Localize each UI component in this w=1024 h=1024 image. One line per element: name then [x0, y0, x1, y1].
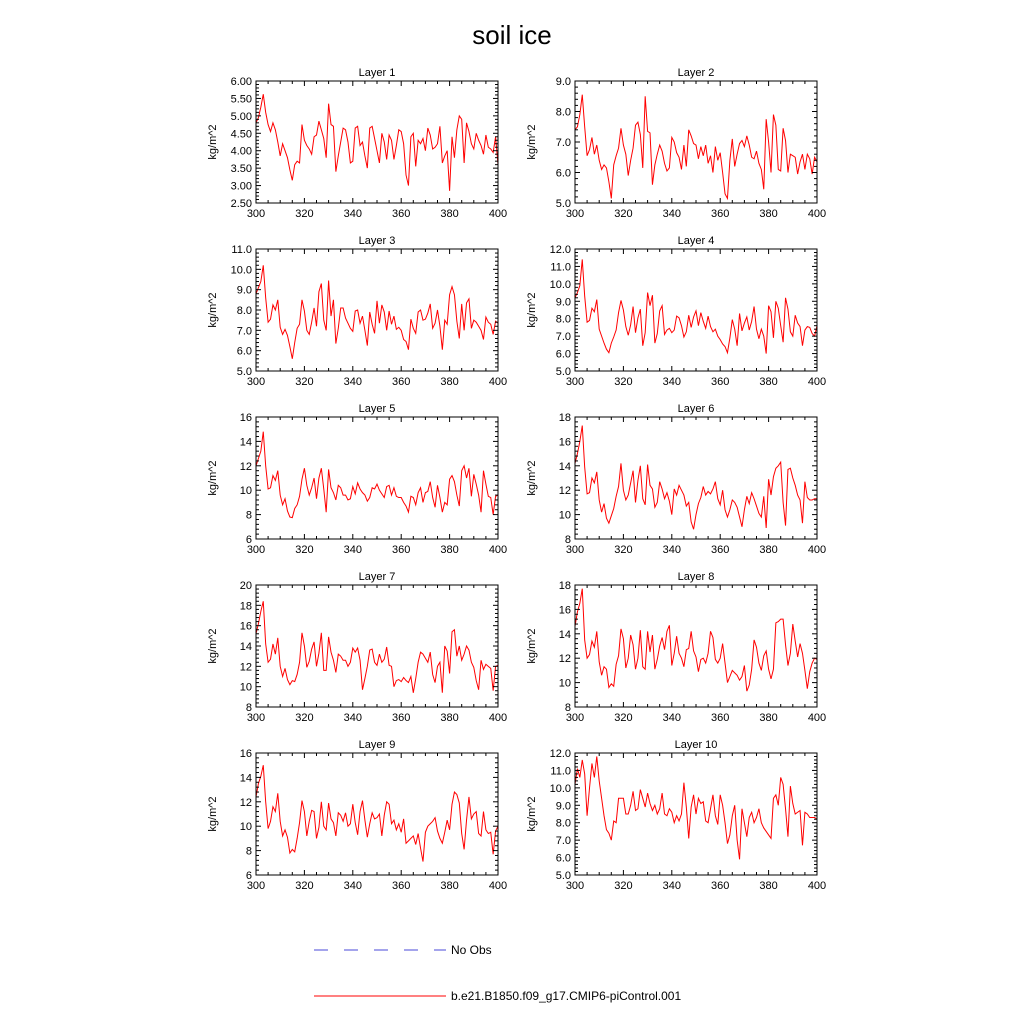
x-tick-label: 360 — [711, 712, 730, 724]
y-tick-label: 6.0 — [555, 167, 571, 180]
panel-layer-5 — [207, 403, 507, 556]
x-tick-label: 380 — [759, 544, 778, 556]
y-tick-label: 8 — [245, 702, 252, 714]
y-tick-label: 6 — [245, 870, 252, 882]
panel-layer-10 — [526, 739, 826, 892]
x-tick-label: 320 — [295, 376, 314, 388]
y-tick-label: 10 — [239, 485, 252, 498]
y-tick-label: 9.0 — [555, 296, 571, 309]
plot-frame — [256, 585, 498, 707]
x-tick-label: 340 — [662, 880, 681, 892]
x-tick-label: 380 — [440, 544, 459, 556]
series-line — [256, 601, 498, 693]
y-tick-label: 3.00 — [230, 180, 252, 193]
y-tick-label: 8 — [564, 702, 571, 714]
x-tick-label: 340 — [662, 208, 681, 220]
x-tick-label: 320 — [295, 208, 314, 220]
y-tick-label: 8 — [245, 845, 252, 858]
x-tick-label: 300 — [565, 376, 585, 388]
panel-title: Layer 8 — [677, 571, 715, 583]
y-tick-label: 7.0 — [555, 331, 571, 344]
x-tick-label: 360 — [392, 208, 411, 220]
y-tick-label: 12 — [558, 485, 571, 498]
y-tick-label: 16 — [239, 412, 252, 424]
y-tick-label: 7.0 — [236, 325, 252, 338]
series-line — [575, 756, 817, 859]
y-axis-label: kg/m^2 — [526, 796, 538, 832]
legend-label-model: b.e21.B1850.f09_g17.CMIP6-piControl.001 — [451, 989, 682, 1003]
y-tick-label: 16 — [239, 748, 252, 760]
y-tick-label: 9.0 — [236, 284, 252, 297]
x-tick-label: 400 — [488, 208, 508, 220]
y-tick-label: 11.0 — [550, 765, 571, 778]
y-axis-label: kg/m^2 — [207, 292, 219, 328]
y-tick-label: 10.0 — [549, 782, 571, 795]
panel-layer-9 — [207, 739, 507, 892]
x-tick-label: 380 — [759, 376, 778, 388]
x-tick-label: 320 — [614, 880, 633, 892]
x-tick-label: 320 — [295, 544, 314, 556]
y-tick-label: 8.0 — [555, 106, 571, 119]
y-tick-label: 14 — [558, 628, 571, 641]
y-tick-label: 8.0 — [236, 305, 252, 317]
x-tick-label: 380 — [440, 376, 459, 388]
y-tick-label: 8.0 — [555, 817, 571, 830]
legend-entry-no-obs — [314, 943, 492, 957]
legend — [314, 943, 681, 1003]
y-tick-label: 7.0 — [555, 835, 571, 848]
x-tick-label: 300 — [246, 544, 266, 556]
panel-title: Layer 6 — [677, 403, 715, 415]
x-tick-label: 400 — [807, 712, 827, 724]
panel-layer-3 — [207, 235, 507, 388]
x-tick-label: 300 — [565, 880, 585, 892]
panel-layer-2 — [526, 67, 826, 220]
panel-title: Layer 4 — [677, 235, 715, 247]
x-tick-label: 320 — [614, 712, 633, 724]
x-tick-label: 340 — [343, 376, 362, 388]
x-tick-label: 340 — [343, 544, 362, 556]
figure-title: soil ice — [472, 20, 552, 50]
x-tick-label: 300 — [246, 376, 266, 388]
x-tick-label: 380 — [440, 208, 459, 220]
y-tick-label: 2.50 — [230, 198, 252, 210]
x-tick-label: 300 — [246, 880, 266, 892]
panel-title: Layer 10 — [674, 739, 718, 751]
x-tick-label: 380 — [759, 208, 778, 220]
x-tick-label: 340 — [662, 544, 681, 556]
y-tick-label: 16 — [558, 436, 571, 449]
y-axis-label: kg/m^2 — [207, 796, 219, 832]
panel-title: Layer 7 — [358, 571, 396, 583]
panel-title: Layer 5 — [358, 403, 396, 415]
legend-label-no-obs: No Obs — [451, 943, 492, 957]
y-tick-label: 12.0 — [549, 748, 571, 760]
x-tick-label: 320 — [295, 712, 314, 724]
panel-title: Layer 2 — [677, 67, 715, 79]
series-line — [575, 95, 817, 199]
y-axis-label: kg/m^2 — [207, 460, 219, 496]
y-tick-label: 10 — [558, 509, 571, 522]
y-tick-label: 5.0 — [555, 198, 571, 210]
y-tick-label: 6.0 — [236, 345, 252, 358]
panel-layer-4 — [526, 235, 826, 388]
series-line — [575, 426, 817, 530]
x-tick-label: 400 — [807, 880, 827, 892]
y-tick-label: 6.0 — [555, 852, 571, 865]
plot-frame — [575, 81, 817, 203]
y-tick-label: 12 — [239, 661, 252, 674]
y-tick-label: 5.0 — [555, 870, 571, 882]
y-tick-label: 4.50 — [230, 128, 252, 141]
y-tick-label: 5.0 — [555, 366, 571, 378]
x-tick-label: 320 — [614, 208, 633, 220]
panel-layer-1 — [207, 67, 507, 220]
x-tick-label: 360 — [392, 376, 411, 388]
x-tick-label: 400 — [807, 376, 827, 388]
x-tick-label: 340 — [662, 712, 681, 724]
y-axis-label: kg/m^2 — [526, 124, 538, 160]
y-tick-label: 10 — [239, 681, 252, 694]
y-tick-label: 8.0 — [555, 313, 571, 326]
y-tick-label: 11.0 — [550, 261, 571, 274]
x-tick-label: 320 — [614, 376, 633, 388]
y-axis-label: kg/m^2 — [207, 124, 219, 160]
y-tick-label: 11.0 — [231, 244, 252, 256]
y-tick-label: 9.0 — [555, 76, 571, 88]
y-axis-label: kg/m^2 — [526, 460, 538, 496]
x-tick-label: 360 — [711, 880, 730, 892]
series-line — [256, 94, 498, 191]
y-tick-label: 3.50 — [230, 163, 252, 176]
y-tick-label: 14 — [558, 460, 571, 473]
y-tick-label: 6 — [245, 534, 252, 546]
y-tick-label: 18 — [558, 412, 571, 424]
x-tick-label: 300 — [246, 208, 266, 220]
x-tick-label: 400 — [807, 544, 827, 556]
plot-frame — [575, 417, 817, 539]
panel-title: Layer 1 — [358, 67, 396, 79]
y-tick-label: 12 — [558, 653, 571, 666]
y-tick-label: 10.0 — [549, 278, 571, 291]
x-tick-label: 400 — [488, 880, 508, 892]
x-tick-label: 320 — [295, 880, 314, 892]
x-tick-label: 300 — [246, 712, 266, 724]
x-tick-label: 340 — [343, 880, 362, 892]
x-tick-label: 300 — [565, 208, 585, 220]
panel-layer-8 — [526, 571, 826, 724]
y-tick-label: 8 — [245, 509, 252, 522]
y-tick-label: 10 — [239, 821, 252, 834]
x-tick-label: 340 — [343, 208, 362, 220]
x-tick-label: 340 — [662, 376, 681, 388]
y-tick-label: 4.00 — [230, 145, 252, 158]
x-tick-label: 400 — [488, 712, 508, 724]
series-line — [256, 765, 498, 861]
legend-entry-model — [314, 989, 681, 1003]
series-line — [575, 589, 817, 691]
plot-frame — [256, 753, 498, 875]
y-tick-label: 16 — [239, 620, 252, 633]
y-tick-label: 20 — [239, 580, 252, 592]
y-tick-label: 18 — [558, 580, 571, 592]
plot-frame — [256, 81, 498, 203]
y-tick-label: 18 — [239, 600, 252, 613]
x-tick-label: 360 — [392, 880, 411, 892]
y-tick-label: 12.0 — [549, 244, 571, 256]
plot-frame — [575, 585, 817, 707]
y-tick-label: 7.0 — [555, 137, 571, 149]
x-tick-label: 300 — [565, 712, 585, 724]
x-tick-label: 380 — [440, 880, 459, 892]
x-tick-label: 360 — [392, 712, 411, 724]
y-tick-label: 10.0 — [230, 264, 252, 277]
y-tick-label: 14 — [239, 772, 252, 785]
x-tick-label: 360 — [711, 376, 730, 388]
x-tick-label: 400 — [488, 376, 508, 388]
y-tick-label: 9.0 — [555, 800, 571, 813]
y-axis-label: kg/m^2 — [526, 628, 538, 664]
x-tick-label: 300 — [565, 544, 585, 556]
y-tick-label: 8 — [564, 534, 571, 546]
x-tick-label: 320 — [614, 544, 633, 556]
y-tick-label: 14 — [239, 436, 252, 449]
x-tick-label: 340 — [343, 712, 362, 724]
y-tick-label: 5.0 — [236, 366, 252, 378]
x-tick-label: 360 — [711, 544, 730, 556]
panel-title: Layer 3 — [358, 235, 396, 247]
y-tick-label: 12 — [239, 460, 252, 473]
y-tick-label: 5.50 — [230, 93, 252, 106]
series-line — [256, 432, 498, 518]
y-tick-label: 12 — [239, 796, 252, 809]
y-tick-label: 10 — [558, 677, 571, 690]
series-line — [256, 265, 498, 359]
panel-layer-6 — [526, 403, 826, 556]
panel-title: Layer 9 — [358, 739, 396, 751]
x-tick-label: 400 — [488, 544, 508, 556]
x-tick-label: 360 — [392, 544, 411, 556]
x-tick-label: 400 — [807, 208, 827, 220]
x-tick-label: 360 — [711, 208, 730, 220]
y-tick-label: 14 — [239, 641, 252, 653]
panel-layer-7 — [207, 571, 507, 724]
x-tick-label: 380 — [759, 880, 778, 892]
y-tick-label: 5.00 — [230, 110, 252, 123]
y-tick-label: 16 — [558, 604, 571, 617]
x-tick-label: 380 — [759, 712, 778, 724]
x-tick-label: 380 — [440, 712, 459, 724]
y-axis-label: kg/m^2 — [526, 292, 538, 328]
y-axis-label: kg/m^2 — [207, 628, 219, 664]
y-tick-label: 6.0 — [555, 348, 571, 361]
panels — [207, 67, 826, 892]
series-line — [575, 259, 817, 353]
y-tick-label: 6.00 — [230, 76, 252, 88]
